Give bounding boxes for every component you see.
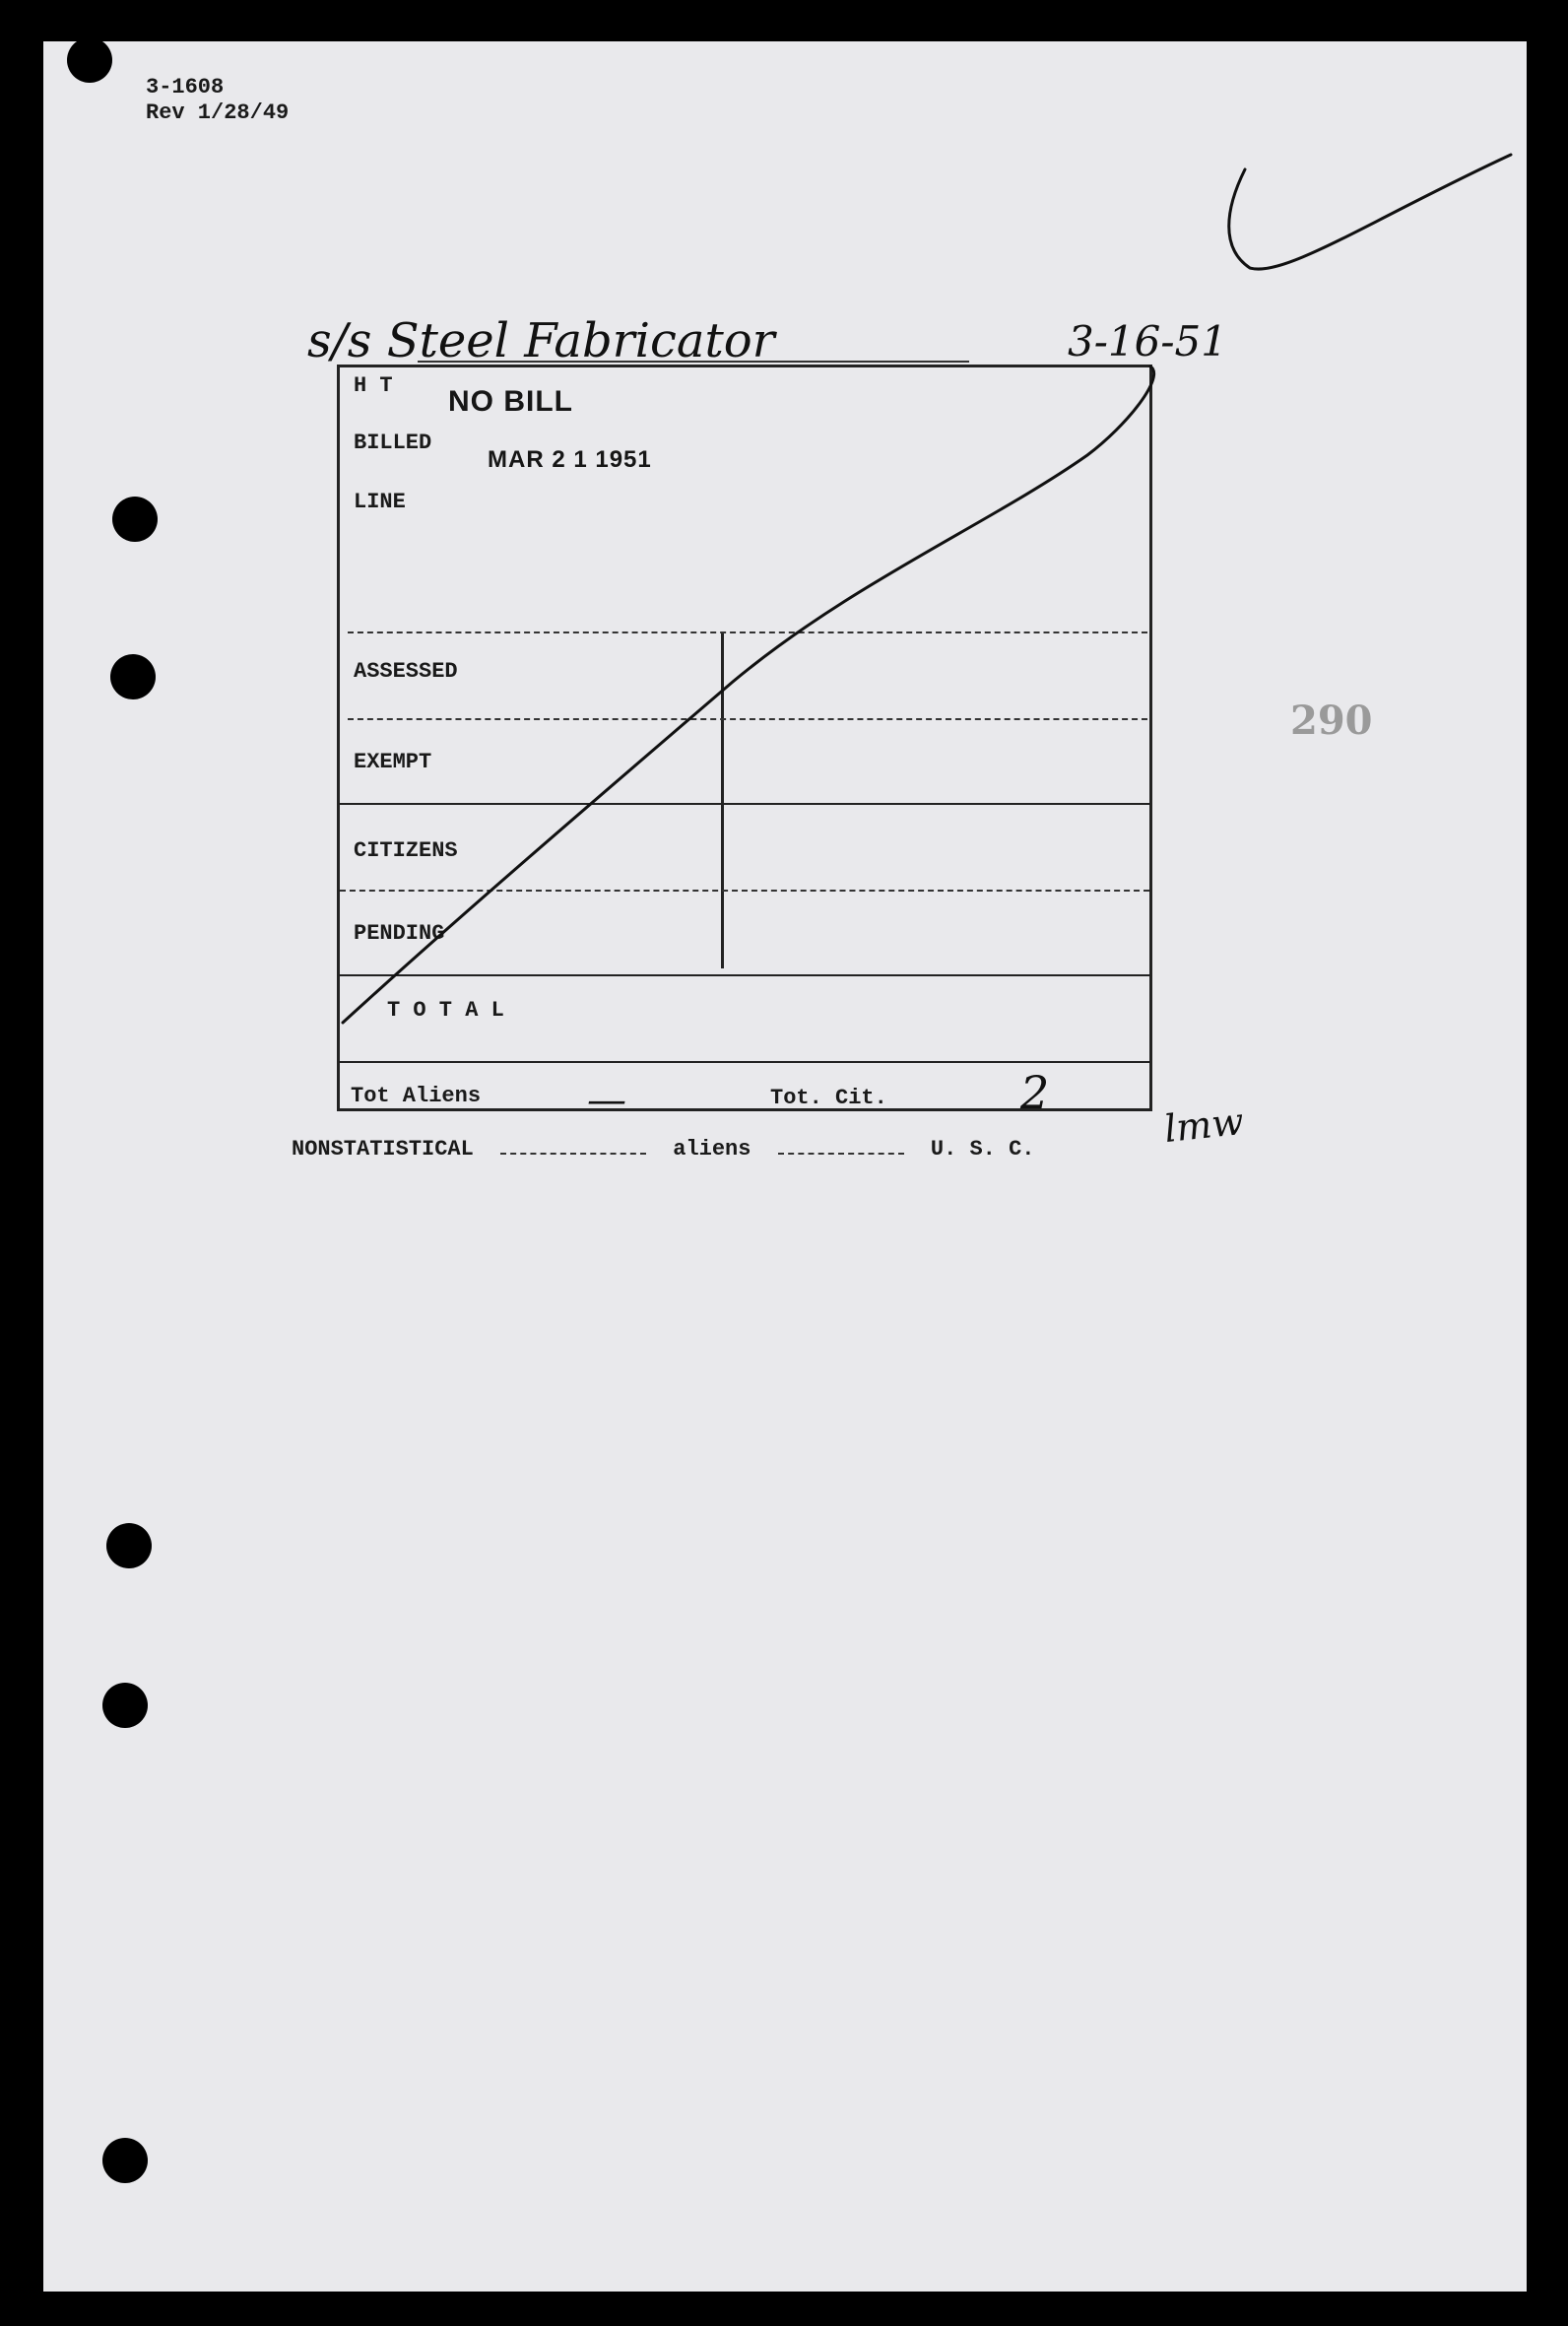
- page-number-stamp: 290: [1290, 698, 1373, 744]
- label-tot-aliens: Tot Aliens: [351, 1084, 482, 1108]
- nonstatistical-blank: [500, 1153, 646, 1155]
- label-total: T O T A L: [387, 998, 504, 1023]
- label-usc: U. S. C.: [930, 1137, 1035, 1162]
- strike-through-line: [43, 41, 1527, 1125]
- aliens-blank: [778, 1153, 904, 1155]
- tot-aliens-value: —: [587, 1078, 626, 1123]
- label-pending: PENDING: [354, 921, 445, 946]
- label-billed: BILLED: [354, 431, 432, 455]
- label-citizens: CITIZENS: [354, 838, 458, 863]
- form-revision: Rev 1/28/49: [146, 100, 290, 125]
- footer-row: [292, 1137, 1035, 1162]
- date-stamp: MAR 2 1 1951: [488, 446, 652, 473]
- label-line: LINE: [354, 490, 406, 514]
- initials: lmw: [1161, 1098, 1246, 1152]
- label-assessed: ASSESSED: [354, 659, 458, 684]
- punch-hole-3: [106, 1523, 152, 1568]
- punch-hole-5: [102, 2138, 148, 2183]
- label-aliens: aliens: [673, 1137, 751, 1162]
- form-number: 3-1608: [146, 75, 225, 100]
- punch-hole-4: [102, 1683, 148, 1728]
- label-nonstatistical: NONSTATISTICAL: [292, 1137, 474, 1162]
- document-page: [43, 41, 1527, 2292]
- vessel-name: s/s Steel Fabricator: [307, 313, 775, 368]
- punch-hole-2: [110, 654, 156, 699]
- arrival-date: 3-16-51: [1068, 317, 1227, 366]
- label-ht: H T: [354, 373, 393, 398]
- label-exempt: EXEMPT: [354, 750, 432, 774]
- no-bill-stamp: NO BILL: [448, 385, 573, 418]
- punch-hole-1: [112, 497, 158, 542]
- label-tot-cit: Tot. Cit.: [770, 1086, 887, 1110]
- tot-cit-value: 2: [1020, 1066, 1050, 1119]
